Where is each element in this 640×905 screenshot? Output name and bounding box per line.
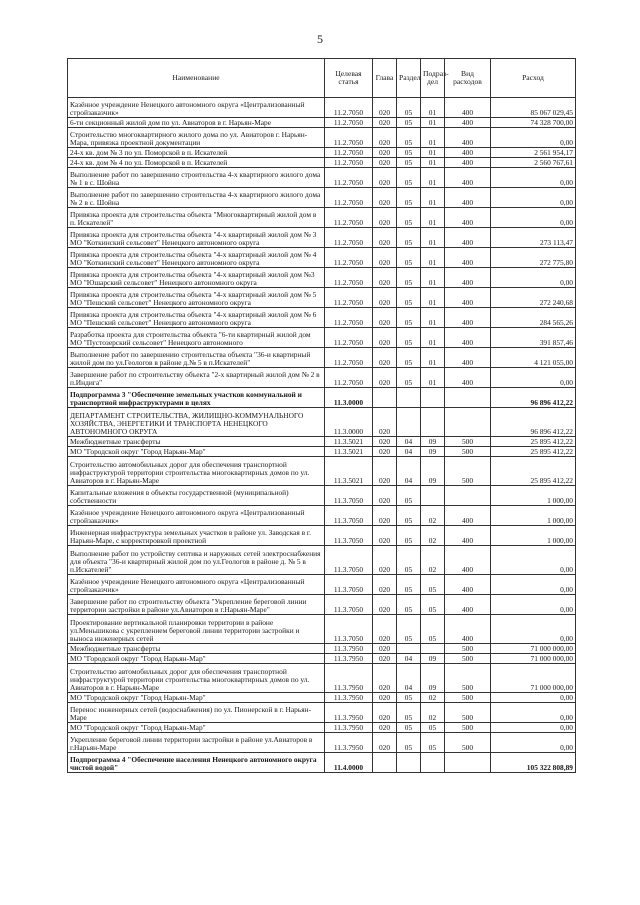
cell-target: 11.3.7050 <box>325 575 373 595</box>
cell-section: 05 <box>397 575 421 595</box>
cell-section: 05 <box>397 308 421 328</box>
cell-target: 11.3.7950 <box>325 664 373 693</box>
table-row <box>68 288 576 308</box>
table-row <box>68 348 576 368</box>
table-row <box>68 526 576 546</box>
cell-chapter <box>373 388 397 408</box>
budget-table <box>67 58 576 773</box>
cell-name: МО "Городской округ "Город Нарьян-Мар" <box>68 447 325 457</box>
table-row <box>68 546 576 575</box>
cell-name: Привязка проекта для строительства объекта "4-х квартирный жилой дом № 4 МО "Коткинский сельсовет" Ненецкого автономного округа <box>68 248 325 268</box>
cell-expense-type: 400 <box>445 595 491 615</box>
cell-amount: 0,00 <box>491 723 576 733</box>
cell-subsection: 05 <box>421 575 445 595</box>
cell-chapter: 020 <box>373 703 397 723</box>
cell-amount: 25 895 412,22 <box>491 457 576 486</box>
cell-chapter: 020 <box>373 248 397 268</box>
header-chapter: Глава <box>373 59 397 98</box>
cell-expense-type: 400 <box>445 208 491 228</box>
cell-section: 05 <box>397 723 421 733</box>
cell-section: 05 <box>397 98 421 118</box>
cell-chapter: 020 <box>373 268 397 288</box>
cell-target: 11.3.7050 <box>325 595 373 615</box>
cell-subsection: 01 <box>421 118 445 128</box>
cell-amount: 71 000 000,00 <box>491 644 576 654</box>
cell-chapter: 020 <box>373 595 397 615</box>
cell-expense-type: 400 <box>445 526 491 546</box>
header-subsection: Подраз-дел <box>421 59 445 98</box>
cell-amount: 0,00 <box>491 595 576 615</box>
cell-target: 11.2.7050 <box>325 188 373 208</box>
cell-section: 05 <box>397 128 421 148</box>
cell-amount: 0,00 <box>491 733 576 753</box>
cell-subsection: 05 <box>421 615 445 644</box>
cell-chapter: 020 <box>373 575 397 595</box>
cell-expense-type <box>445 753 491 773</box>
header-section: Раздел <box>397 59 421 98</box>
cell-expense-type: 400 <box>445 368 491 388</box>
cell-target: 11.3.5021 <box>325 457 373 486</box>
cell-name: Выполнение работ по устройству септика и наружных сетей электроснабжения для объекта "36-и квартирный жилой дом по ул.Геологов в районе д. № 5 в п.Искателей" <box>68 546 325 575</box>
table-row <box>68 208 576 228</box>
cell-amount: 284 565,26 <box>491 308 576 328</box>
table-row <box>68 733 576 753</box>
cell-section: 05 <box>397 703 421 723</box>
cell-amount: 71 000 000,00 <box>491 654 576 664</box>
table-row <box>68 388 576 408</box>
cell-amount: 96 896 412,22 <box>491 388 576 408</box>
table-row <box>68 644 576 654</box>
cell-target: 11.2.7050 <box>325 148 373 158</box>
cell-expense-type: 500 <box>445 723 491 733</box>
cell-target: 11.2.7050 <box>325 168 373 188</box>
cell-amount: 0,00 <box>491 168 576 188</box>
cell-chapter: 020 <box>373 447 397 457</box>
cell-subsection: 02 <box>421 526 445 546</box>
cell-amount: 0,00 <box>491 268 576 288</box>
cell-expense-type: 400 <box>445 348 491 368</box>
cell-subsection: 01 <box>421 268 445 288</box>
cell-expense-type: 400 <box>445 98 491 118</box>
cell-expense-type: 500 <box>445 644 491 654</box>
table-row <box>68 128 576 148</box>
cell-target: 11.3.7050 <box>325 615 373 644</box>
cell-amount: 0,00 <box>491 128 576 148</box>
table-header-row <box>68 59 576 98</box>
cell-amount: 4 121 055,00 <box>491 348 576 368</box>
cell-expense-type: 400 <box>445 328 491 348</box>
cell-name: Перенос инженерных сетей (водоснабжения) по ул. Пионерской в г. Нарьян-Маре <box>68 703 325 723</box>
cell-chapter: 020 <box>373 526 397 546</box>
cell-section: 05 <box>397 168 421 188</box>
cell-name: Укрепление береговой линии территории застройки в районе ул.Авиаторов в г.Нарьян-Маре <box>68 733 325 753</box>
cell-target: 11.3.7950 <box>325 654 373 664</box>
cell-chapter: 020 <box>373 723 397 733</box>
table-row <box>68 753 576 773</box>
cell-expense-type: 400 <box>445 158 491 168</box>
cell-section: 04 <box>397 654 421 664</box>
cell-amount: 105 322 808,89 <box>491 753 576 773</box>
cell-chapter: 020 <box>373 328 397 348</box>
cell-expense-type: 400 <box>445 288 491 308</box>
cell-amount: 1 000,00 <box>491 506 576 526</box>
cell-section: 04 <box>397 447 421 457</box>
cell-expense-type: 400 <box>445 118 491 128</box>
cell-chapter: 020 <box>373 546 397 575</box>
cell-subsection: 05 <box>421 733 445 753</box>
cell-chapter: 020 <box>373 437 397 447</box>
cell-chapter: 020 <box>373 118 397 128</box>
cell-section: 05 <box>397 148 421 158</box>
table-body <box>68 98 576 773</box>
cell-amount: 2 561 954,17 <box>491 148 576 158</box>
cell-subsection: 01 <box>421 308 445 328</box>
cell-section: 05 <box>397 546 421 575</box>
cell-expense-type: 400 <box>445 268 491 288</box>
cell-chapter <box>373 753 397 773</box>
cell-expense-type: 400 <box>445 128 491 148</box>
table-row <box>68 595 576 615</box>
cell-expense-type: 400 <box>445 168 491 188</box>
cell-name: Межбюджетные трансферты <box>68 437 325 447</box>
cell-name: Казённое учреждение Ненецкого автономного округа «Централизованный стройзаказчик» <box>68 506 325 526</box>
cell-expense-type: 400 <box>445 248 491 268</box>
cell-section: 05 <box>397 486 421 506</box>
cell-section <box>397 408 421 437</box>
table-row <box>68 248 576 268</box>
cell-target: 11.2.7050 <box>325 228 373 248</box>
cell-subsection: 02 <box>421 506 445 526</box>
cell-amount: 1 000,00 <box>491 526 576 546</box>
table-row <box>68 654 576 664</box>
cell-chapter: 020 <box>373 664 397 693</box>
cell-name: Проектирование вертикальной планировки территории в районе ул.Меньшикова с укреплением береговой линии территории застройки и выноса инженерных сетей <box>68 615 325 644</box>
table-row <box>68 228 576 248</box>
cell-name: Привязка проекта для строительства объекта "4-х квартирный жилой дом №3 МО "Юшарский сельсовет" Ненецкого автономного округа <box>68 268 325 288</box>
cell-chapter: 020 <box>373 654 397 664</box>
cell-name: Завершение работ по строительству объекта "2-х квартирный жилой дом № 2 в п.Индига" <box>68 368 325 388</box>
cell-name: Привязка проекта для строительства объекта "4-х квартирный жилой дом № 5 МО "Пешский сельсовет" Ненецкого автономного округа <box>68 288 325 308</box>
cell-target: 11.3.7950 <box>325 693 373 703</box>
cell-name: Разработка проекта для строительства объекта "6-ти квартирный жилой дом МО "Пустозерский сельсовет" Ненецкого автономного <box>68 328 325 348</box>
cell-name: Выполнение работ по завершению строительства 4-х квартирного жилого дома № 2 в с. Шойна <box>68 188 325 208</box>
cell-amount: 25 895 412,22 <box>491 447 576 457</box>
cell-name: Капитальные вложения в объекты государственной (муниципальной) собственности <box>68 486 325 506</box>
cell-chapter: 020 <box>373 128 397 148</box>
cell-amount: 96 896 412,22 <box>491 408 576 437</box>
cell-amount: 0,00 <box>491 575 576 595</box>
cell-section: 05 <box>397 595 421 615</box>
cell-section: 05 <box>397 118 421 128</box>
table-row <box>68 268 576 288</box>
cell-chapter: 020 <box>373 308 397 328</box>
cell-amount: 0,00 <box>491 188 576 208</box>
cell-chapter: 020 <box>373 368 397 388</box>
cell-subsection: 01 <box>421 368 445 388</box>
cell-subsection: 01 <box>421 348 445 368</box>
cell-chapter: 020 <box>373 506 397 526</box>
table-row <box>68 703 576 723</box>
cell-section: 05 <box>397 368 421 388</box>
table-row <box>68 664 576 693</box>
cell-section: 05 <box>397 228 421 248</box>
cell-expense-type: 500 <box>445 733 491 753</box>
cell-amount: 71 000 000,00 <box>491 664 576 693</box>
cell-name: Привязка проекта для строительства объекта "Многоквартирный жилой дом в п. Искателей" <box>68 208 325 228</box>
cell-section: 04 <box>397 664 421 693</box>
header-amount: Расход <box>491 59 576 98</box>
cell-chapter: 020 <box>373 486 397 506</box>
cell-chapter: 020 <box>373 733 397 753</box>
cell-expense-type: 400 <box>445 546 491 575</box>
cell-section: 05 <box>397 615 421 644</box>
cell-target: 11.3.7050 <box>325 526 373 546</box>
cell-expense-type: 400 <box>445 228 491 248</box>
cell-target: 11.2.7050 <box>325 368 373 388</box>
cell-chapter: 020 <box>373 158 397 168</box>
cell-target: 11.2.7050 <box>325 118 373 128</box>
table-row <box>68 368 576 388</box>
header-target: Целевая статья <box>325 59 373 98</box>
cell-name: Строительство многоквартирного жилого дома по ул. Авиаторов г. Нарьян-Мара, привязка проектной документации <box>68 128 325 148</box>
cell-expense-type: 400 <box>445 615 491 644</box>
cell-subsection: 01 <box>421 98 445 118</box>
cell-name: Подпрограмма 3 "Обеспечение земельных участков коммунальной и транспортной инфраструктурами в целях <box>68 388 325 408</box>
cell-target: 11.3.7950 <box>325 733 373 753</box>
cell-target: 11.2.7050 <box>325 128 373 148</box>
cell-target: 11.3.0000 <box>325 388 373 408</box>
cell-chapter: 020 <box>373 457 397 486</box>
table-row <box>68 308 576 328</box>
cell-chapter: 020 <box>373 228 397 248</box>
cell-name: Казённое учреждение Ненецкого автономного округа «Централизованный стройзаказчик» <box>68 98 325 118</box>
cell-name: Выполнение работ по завершению строительства 4-х квартирного жилого дома № 1 в с. Шойна <box>68 168 325 188</box>
cell-section: 05 <box>397 188 421 208</box>
cell-chapter: 020 <box>373 168 397 188</box>
table-row <box>68 437 576 447</box>
table-row <box>68 158 576 168</box>
cell-name: Привязка проекта для строительства объекта "4-х квартирный жилой дом № 6 МО "Пешский сельсовет" Ненецкого автономного округа <box>68 308 325 328</box>
cell-section: 05 <box>397 248 421 268</box>
cell-name: МО "Городской округ "Город Нарьян-Мар" <box>68 693 325 703</box>
cell-subsection: 01 <box>421 188 445 208</box>
cell-target: 11.3.7050 <box>325 546 373 575</box>
cell-name: Межбюджетные трансферты <box>68 644 325 654</box>
cell-section: 05 <box>397 506 421 526</box>
cell-section: 05 <box>397 208 421 228</box>
cell-section: 04 <box>397 457 421 486</box>
cell-target: 11.2.7050 <box>325 158 373 168</box>
cell-subsection: 05 <box>421 723 445 733</box>
cell-name: МО "Городской округ "Город Нарьян-Мар" <box>68 654 325 664</box>
cell-subsection: 05 <box>421 595 445 615</box>
cell-amount: 0,00 <box>491 615 576 644</box>
cell-subsection: 01 <box>421 208 445 228</box>
cell-subsection <box>421 486 445 506</box>
cell-target: 11.3.7050 <box>325 486 373 506</box>
cell-subsection: 09 <box>421 447 445 457</box>
cell-chapter: 020 <box>373 188 397 208</box>
cell-target: 11.3.7950 <box>325 703 373 723</box>
cell-chapter: 020 <box>373 208 397 228</box>
cell-expense-type: 400 <box>445 575 491 595</box>
cell-target: 11.3.7050 <box>325 506 373 526</box>
cell-target: 11.2.7050 <box>325 268 373 288</box>
cell-target: 11.2.7050 <box>325 308 373 328</box>
cell-section: 05 <box>397 693 421 703</box>
table-row <box>68 447 576 457</box>
cell-name: Завершение работ по строительству объекта "Укрепление береговой линии территории застройки в районе ул.Авиаторов в г.Нарьян-Маре" <box>68 595 325 615</box>
cell-target: 11.3.5021 <box>325 437 373 447</box>
cell-chapter: 020 <box>373 288 397 308</box>
cell-expense-type: 500 <box>445 703 491 723</box>
cell-chapter: 020 <box>373 644 397 654</box>
table-row <box>68 693 576 703</box>
cell-section <box>397 644 421 654</box>
table-row <box>68 188 576 208</box>
cell-chapter: 020 <box>373 693 397 703</box>
cell-target: 11.3.7950 <box>325 644 373 654</box>
cell-subsection: 09 <box>421 437 445 447</box>
cell-name: МО "Городской округ "Город Нарьян-Мар" <box>68 723 325 733</box>
cell-chapter: 020 <box>373 408 397 437</box>
cell-chapter: 020 <box>373 148 397 158</box>
cell-target: 11.2.7050 <box>325 348 373 368</box>
cell-name: Инженерная инфраструктура земельных участков в районе ул. Заводская в г. Нарьян-Маре, с корректировкой проектной <box>68 526 325 546</box>
cell-target: 11.2.7050 <box>325 328 373 348</box>
cell-subsection: 01 <box>421 148 445 158</box>
cell-subsection: 02 <box>421 693 445 703</box>
cell-subsection <box>421 408 445 437</box>
cell-name: ДЕПАРТАМЕНТ СТРОИТЕЛЬСТВА, ЖИЛИЩНО-КОММУНАЛЬНОГО ХОЗЯЙСТВА, ЭНЕРГЕТИКИ И ТРАНСПОРТА НЕНЕЦКОГО АВТОНОМНОГО ОКРУГА <box>68 408 325 437</box>
cell-expense-type: 400 <box>445 308 491 328</box>
cell-subsection: 09 <box>421 664 445 693</box>
table-row <box>68 168 576 188</box>
cell-name: 24-х кв. дом № 3 по ул. Поморской в п. Искателей <box>68 148 325 158</box>
table-row <box>68 575 576 595</box>
cell-section: 05 <box>397 348 421 368</box>
cell-amount: 0,00 <box>491 693 576 703</box>
cell-subsection: 01 <box>421 128 445 148</box>
cell-section: 05 <box>397 158 421 168</box>
cell-expense-type: 400 <box>445 188 491 208</box>
cell-name: Казённое учреждение Ненецкого автономного округа «Централизованный стройзаказчик» <box>68 575 325 595</box>
header-name: Наименование <box>68 59 325 98</box>
cell-amount: 273 113,47 <box>491 228 576 248</box>
cell-section: 04 <box>397 437 421 447</box>
cell-subsection: 02 <box>421 546 445 575</box>
cell-subsection: 09 <box>421 457 445 486</box>
cell-amount: 74 328 700,00 <box>491 118 576 128</box>
cell-target: 11.3.7950 <box>325 723 373 733</box>
cell-amount: 0,00 <box>491 703 576 723</box>
cell-expense-type: 400 <box>445 148 491 158</box>
cell-name: 6-ти секционный жилой дом по ул. Авиаторов в г. Нарьян-Маре <box>68 118 325 128</box>
cell-chapter: 020 <box>373 98 397 118</box>
cell-expense-type: 500 <box>445 654 491 664</box>
cell-expense-type: 500 <box>445 437 491 447</box>
cell-subsection: 09 <box>421 654 445 664</box>
cell-target: 11.2.7050 <box>325 248 373 268</box>
cell-name: Выполнение работ по завершению строительства объекта "36-и квартирный жилой дом по ул.Геологов в районе д.№ 5 в п.Искателей" <box>68 348 325 368</box>
cell-chapter: 020 <box>373 348 397 368</box>
cell-target: 11.2.7050 <box>325 98 373 118</box>
cell-expense-type <box>445 408 491 437</box>
cell-expense-type: 500 <box>445 664 491 693</box>
table-row <box>68 486 576 506</box>
cell-subsection <box>421 644 445 654</box>
cell-subsection: 01 <box>421 158 445 168</box>
cell-section: 05 <box>397 288 421 308</box>
cell-subsection: 02 <box>421 703 445 723</box>
cell-target: 11.3.0000 <box>325 408 373 437</box>
cell-target: 11.2.7050 <box>325 208 373 228</box>
cell-subsection <box>421 753 445 773</box>
cell-expense-type: 500 <box>445 693 491 703</box>
table-row <box>68 328 576 348</box>
cell-expense-type: 500 <box>445 447 491 457</box>
cell-amount: 391 857,46 <box>491 328 576 348</box>
cell-amount: 2 560 767,61 <box>491 158 576 168</box>
cell-section <box>397 388 421 408</box>
table-row <box>68 148 576 158</box>
table-row <box>68 506 576 526</box>
cell-name: Строительство автомобильных дорог для обеспечения транспортной инфраструктурой территории строительства многоквартирных домов по ул. Авиаторов в г. Нарьян-Маре <box>68 664 325 693</box>
cell-section: 05 <box>397 526 421 546</box>
table-row <box>68 118 576 128</box>
table-row <box>68 408 576 437</box>
header-expense-type: Вид расходов <box>445 59 491 98</box>
cell-subsection <box>421 388 445 408</box>
cell-target: 11.3.5021 <box>325 447 373 457</box>
cell-expense-type <box>445 388 491 408</box>
cell-expense-type: 400 <box>445 506 491 526</box>
cell-amount: 85 067 029,45 <box>491 98 576 118</box>
cell-chapter: 020 <box>373 615 397 644</box>
cell-amount: 0,00 <box>491 368 576 388</box>
cell-amount: 272 240,68 <box>491 288 576 308</box>
cell-name: Строительство автомобильных дорог для обеспечения транспортной инфраструктурой территории строительства многоквартирных домов по ул. Авиаторов в г. Нарьян-Маре <box>68 457 325 486</box>
cell-name: Привязка проекта для строительства объекта "4-х квартирный жилой дом № 3 МО "Коткинский сельсовет" Ненецкого автономного округа <box>68 228 325 248</box>
cell-subsection: 01 <box>421 228 445 248</box>
cell-section: 05 <box>397 328 421 348</box>
cell-section <box>397 753 421 773</box>
cell-expense-type: 500 <box>445 457 491 486</box>
cell-section: 05 <box>397 268 421 288</box>
cell-amount: 25 895 412,22 <box>491 437 576 447</box>
table-row <box>68 723 576 733</box>
table-row <box>68 615 576 644</box>
table-row <box>68 457 576 486</box>
cell-amount: 1 000,00 <box>491 486 576 506</box>
cell-subsection: 01 <box>421 328 445 348</box>
cell-amount: 0,00 <box>491 208 576 228</box>
cell-subsection: 01 <box>421 168 445 188</box>
page-number: 5 <box>317 32 323 46</box>
cell-name: 24-х кв. дом № 4 по ул. Поморской в п. Искателей <box>68 158 325 168</box>
cell-target: 11.2.7050 <box>325 288 373 308</box>
cell-amount: 272 775,80 <box>491 248 576 268</box>
cell-target: 11.4.0000 <box>325 753 373 773</box>
cell-subsection: 01 <box>421 288 445 308</box>
cell-amount: 0,00 <box>491 546 576 575</box>
cell-name: Подпрограмма 4 "Обеспечение населения Ненецкого автономного округа чистой водой" <box>68 753 325 773</box>
cell-subsection: 01 <box>421 248 445 268</box>
cell-expense-type <box>445 486 491 506</box>
cell-section: 05 <box>397 733 421 753</box>
table-row <box>68 98 576 118</box>
